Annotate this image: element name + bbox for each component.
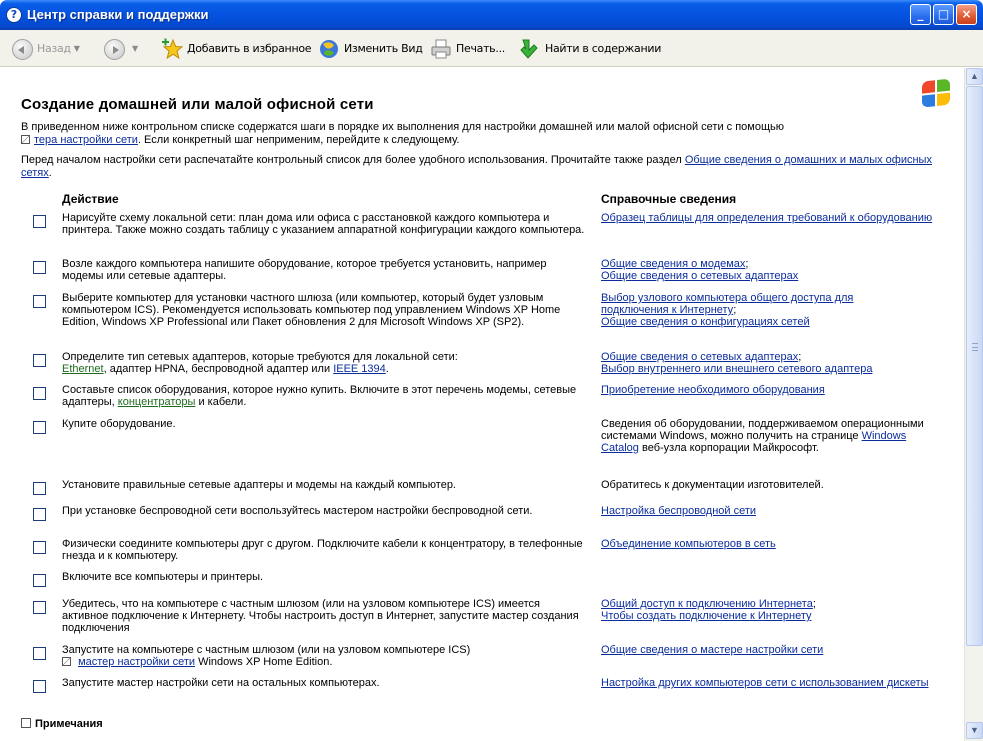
reference-link[interactable]: Общие сведения о сетевых адаптерах: [601, 351, 799, 363]
notes-icon: [21, 718, 31, 728]
help-content: [0, 68, 964, 741]
step-checkbox[interactable]: [33, 261, 46, 274]
reference-cell: [601, 212, 946, 224]
reference-cell: [601, 538, 946, 550]
step-text: Составьте список оборудования, которое нужно купить. Включите в этот перечень модемы, сетевые адаптеры, концентраторы и кабели.: [62, 384, 577, 408]
back-label: Назад: [37, 42, 71, 55]
reference-link[interactable]: Чтобы создать подключение к Интернету: [601, 610, 812, 622]
reference-cell: [601, 505, 946, 517]
change-view-icon: [318, 38, 340, 60]
toolbar: [0, 30, 983, 67]
scroll-down-button[interactable]: ▼: [966, 722, 983, 739]
add-favorites-label: Добавить в избранное: [187, 42, 312, 55]
reference-cell: [601, 644, 946, 656]
reference-link[interactable]: Образец таблицы для определения требований к оборудованию: [601, 212, 933, 224]
back-dropdown-icon[interactable]: ▼: [73, 44, 80, 53]
reference-link[interactable]: Общие сведения о модемах: [601, 258, 746, 270]
forward-dropdown-icon[interactable]: ▼: [132, 44, 138, 53]
reference-link[interactable]: Общие сведения о сетевых адаптерах: [601, 270, 799, 282]
change-view-button[interactable]: [318, 38, 423, 60]
scroll-thumb[interactable]: [966, 86, 983, 646]
step-text: При установке беспроводной сети воспользуйтесь мастером настройки беспроводной сети.: [62, 505, 533, 517]
reference-cell: Сведения об оборудовании, поддерживаемом операционными системами Windows, можно получить на странице Windows Catalog веб-узла корпорации Майкрософт.: [601, 418, 924, 454]
step-text: Запустите мастер настройки сети на остальных компьютерах.: [62, 677, 380, 689]
step-checkbox[interactable]: [33, 215, 46, 228]
step-checkbox[interactable]: [33, 541, 46, 554]
step-checkbox[interactable]: [33, 354, 46, 367]
reference-link[interactable]: Выбор внутреннего или внешнего сетевого адаптера: [601, 363, 873, 375]
step-checkbox[interactable]: [33, 574, 46, 587]
wizard-shortcut-icon: [62, 657, 71, 666]
step-text: Убедитесь, что на компьютере с частным шлюзом (или на узловом компьютере ICS) имеется активное подключение к Интернету. Чтобы настроить доступ в Интернет, запустите мастер создания подключения: [62, 598, 579, 634]
step-text: Запустите на компьютере с частным шлюзом (или на узловом компьютере ICS) мастер настройки сети Windows XP Home Edition.: [62, 644, 471, 668]
find-label: Найти в содержании: [545, 42, 662, 55]
intro-paragraph-1: В приведенном ниже контрольном списке содержатся шаги в порядке их выполнения для настройки домашней или малой офисной сети с помощью тера настройки сети. Если конкретный шаг неприменим, перейдите к следующему.: [21, 121, 785, 146]
ethernet-link[interactable]: Ethernet: [62, 363, 104, 375]
reference-link[interactable]: Общие сведения о конфигурациях сетей: [601, 316, 810, 328]
reference-cell: [601, 677, 946, 689]
minimize-button[interactable]: _: [910, 4, 931, 25]
step-text: Выберите компьютер для установки частного шлюза (или компьютер, который будет узловым компьютером ICS). Рекомендуется использовать компьютер под управлением Windows XP Home Edition, Windows XP Professional или Пакет обновления 2 для Microsoft Windows XP (SP2).: [62, 292, 561, 328]
scroll-up-button[interactable]: ▲: [966, 68, 983, 85]
change-view-label: Изменить Вид: [344, 42, 423, 55]
step-text: Купите оборудование.: [62, 418, 176, 430]
maximize-button[interactable]: □: [933, 4, 954, 25]
step-text: Физически соедините компьютеры друг с другом. Подключите кабели к концентратору, в телефонные гнезда и к компьютеру.: [62, 538, 583, 562]
reference-link[interactable]: Настройка беспроводной сети: [601, 505, 757, 517]
step-checkbox[interactable]: [33, 295, 46, 308]
vertical-scrollbar[interactable]: [964, 68, 983, 741]
reference-cell: Выбор узлового компьютера общего доступа для подключения к Интернету; Общие сведения о конфигурациях сетей: [601, 292, 854, 328]
hubs-link[interactable]: концентраторы: [117, 396, 196, 408]
step-text: Нарисуйте схему локальной сети: план дома или офиса с расстановкой каждого компьютера и принтера. Также можно создать таблицу с указанием аппаратной конфигурации каждого компьютера.: [62, 212, 585, 236]
reference-link[interactable]: Настройка других компьютеров сети с использованием дискеты: [601, 677, 929, 689]
home-network-overview-link[interactable]: Общие сведения о домашних и малых офисных сетях: [21, 154, 932, 179]
step-text: Возле каждого компьютера напишите оборудование, которое требуется установить, например модемы или сетевые адаптеры.: [62, 258, 547, 282]
step-checkbox[interactable]: [33, 482, 46, 495]
find-in-contents-button[interactable]: [519, 38, 661, 60]
find-arrow-icon: [519, 38, 541, 60]
title-bar: [0, 0, 983, 30]
step-checkbox[interactable]: [33, 601, 46, 614]
windows-catalog-link[interactable]: Windows Catalog: [601, 430, 907, 454]
reference-link[interactable]: Общие сведения о мастере настройки сети: [601, 644, 824, 656]
reference-cell: Общий доступ к подключению Интернета; Чтобы создать подключение к Интернету: [601, 598, 816, 622]
step-checkbox[interactable]: [33, 421, 46, 434]
close-button[interactable]: ×: [956, 4, 977, 25]
network-setup-wizard-link[interactable]: мастер настройки сети: [78, 656, 196, 668]
step-text: Включите все компьютеры и принтеры.: [62, 571, 264, 583]
window-title: Центр справки и поддержки: [27, 7, 209, 22]
wizard-shortcut-icon: [21, 135, 30, 144]
reference-cell: Общие сведения о модемах; Общие сведения о сетевых адаптерах: [601, 258, 799, 282]
step-text: Определите тип сетевых адаптеров, которые требуются для локальной сети: Ethernet, адаптер HPNA, беспроводной адаптер или IEEE 1394.: [62, 351, 458, 375]
notes-heading[interactable]: Примечания: [21, 718, 103, 730]
forward-arrow-icon: [104, 39, 125, 60]
forward-button[interactable]: [104, 38, 138, 60]
back-button[interactable]: [12, 38, 80, 60]
step-checkbox[interactable]: [33, 647, 46, 660]
reference-link[interactable]: Общий доступ к подключению Интернета: [601, 598, 813, 610]
print-label: Печать...: [456, 42, 505, 55]
reference-cell: [601, 384, 946, 396]
step-checkbox[interactable]: [33, 680, 46, 693]
star-plus-icon: [161, 38, 183, 60]
intro-paragraph-2: Перед началом настройки сети распечатайте контрольный список для более удобного использования. Прочитайте также раздел Общие сведения о домашних и малых офисных сетях.: [21, 154, 932, 179]
reference-cell: Обратитесь к документации изготовителей.: [601, 479, 824, 491]
reference-link[interactable]: Приобретение необходимого оборудования: [601, 384, 825, 396]
reference-link[interactable]: Объединение компьютеров в сеть: [601, 538, 776, 550]
step-checkbox[interactable]: [33, 508, 46, 521]
reference-link[interactable]: Выбор узлового компьютера общего доступа для подключения к Интернету: [601, 292, 854, 316]
help-center-icon: ?: [6, 7, 22, 23]
printer-icon: [430, 38, 452, 60]
step-text: Установите правильные сетевые адаптеры и модемы на каждый компьютер.: [62, 479, 456, 491]
print-button[interactable]: [430, 38, 505, 60]
column-header-action: Действие: [62, 192, 119, 206]
ieee-1394-link[interactable]: IEEE 1394: [333, 363, 386, 375]
network-wizard-link[interactable]: тера настройки сети: [34, 134, 138, 146]
windows-logo-icon: [922, 78, 952, 109]
column-header-reference: Справочные сведения: [601, 192, 737, 206]
reference-cell: Общие сведения о сетевых адаптерах; Выбор внутреннего или внешнего сетевого адаптера: [601, 351, 873, 375]
scroll-grip-icon: [972, 343, 978, 351]
step-checkbox[interactable]: [33, 387, 46, 400]
add-favorites-button[interactable]: [161, 38, 311, 60]
page-title: Создание домашней или малой офисной сети: [21, 96, 374, 113]
back-arrow-icon: [12, 39, 33, 60]
